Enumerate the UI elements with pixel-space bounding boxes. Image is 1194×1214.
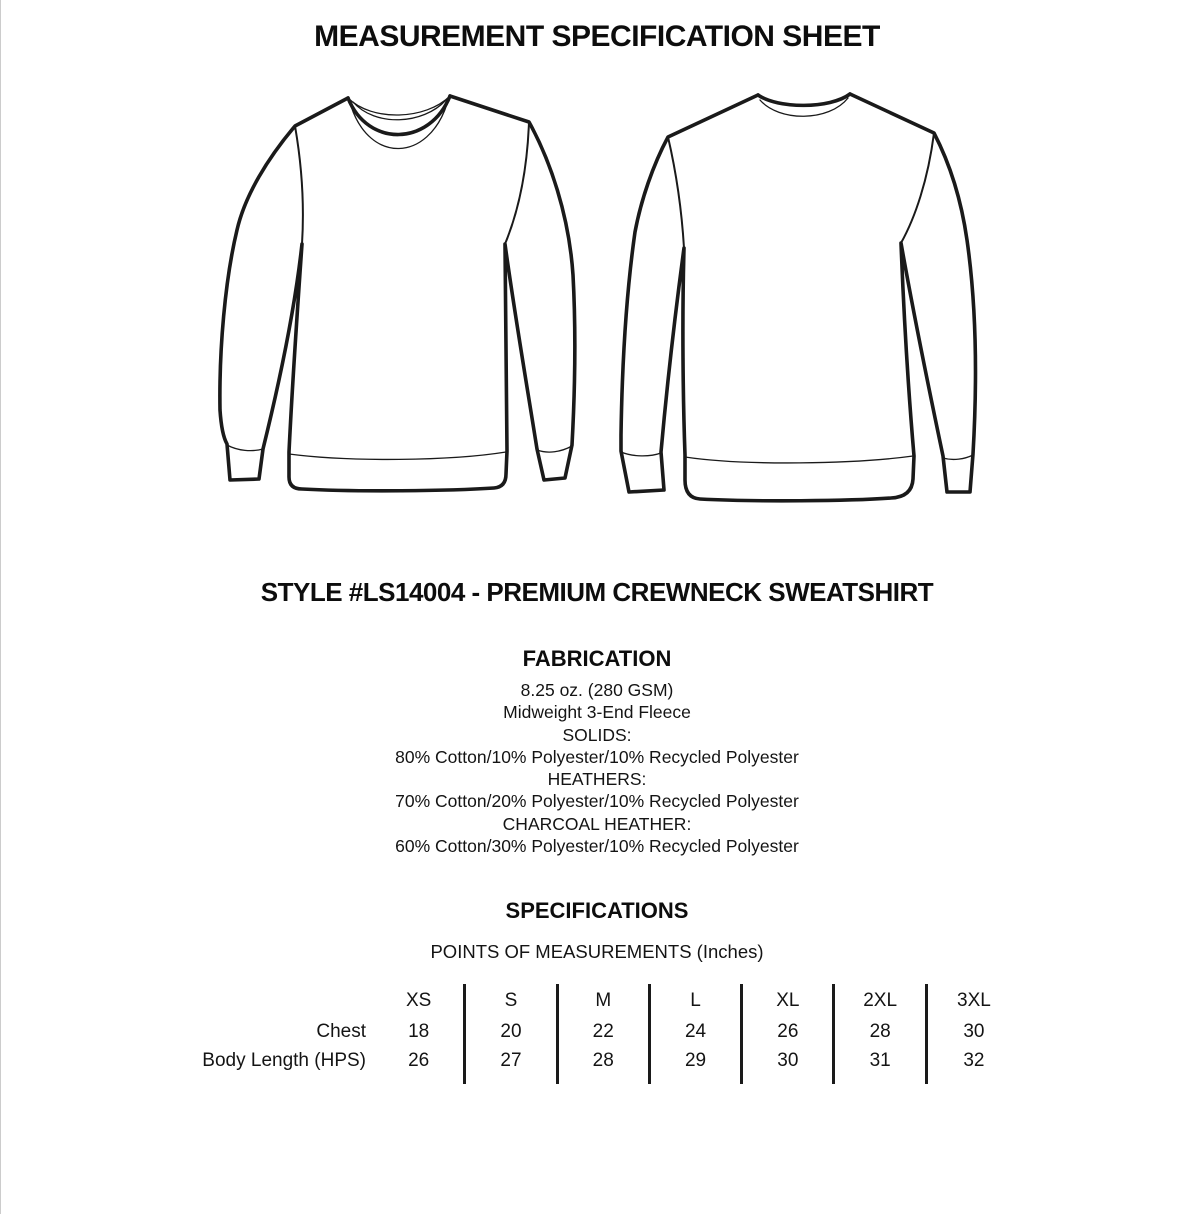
measurement-row-label: Chest	[316, 1020, 366, 1042]
size-table-spacer	[466, 1075, 558, 1084]
measurement-cell: 18	[374, 1017, 466, 1046]
size-table	[200, 984, 1020, 1084]
size-table-spacer	[651, 1075, 743, 1084]
measurement-cell: 24	[651, 1017, 743, 1046]
back-view-sketch	[615, 80, 980, 505]
measurement-cell: 30	[963, 1020, 985, 1042]
points-of-measurements-subheading: POINTS OF MEASUREMENTS (Inches)	[430, 941, 764, 962]
measurement-cell: 31	[835, 1046, 927, 1075]
page-title: MEASUREMENT SPECIFICATION SHEET	[314, 20, 880, 53]
size-table-spacer	[374, 1075, 466, 1084]
measurement-row-label: Body Length (HPS)	[202, 1049, 366, 1071]
measurement-cell: 30	[743, 1046, 835, 1075]
fabrication-heading: FABRICATION	[522, 646, 672, 671]
fabrication-line: 60% Cotton/30% Polyester/10% Recycled Polyester	[395, 836, 799, 857]
size-table-spacer	[743, 1075, 835, 1084]
size-table-spacer	[835, 1075, 927, 1084]
fabrication-line: CHARCOAL HEATHER:	[502, 813, 692, 834]
size-column-header: S	[466, 984, 558, 1017]
fabrication-line: SOLIDS:	[562, 724, 632, 745]
size-column-header: XS	[374, 984, 466, 1017]
size-table-spacer	[200, 1075, 374, 1084]
measurement-cell: 32	[963, 1049, 985, 1071]
size-column-header: M	[559, 984, 651, 1017]
measurement-cell: 29	[651, 1046, 743, 1075]
size-column-header: L	[651, 984, 743, 1017]
back-silhouette	[621, 94, 975, 501]
measurement-cell: 28	[559, 1046, 651, 1075]
measurement-cell: 26	[374, 1046, 466, 1075]
size-column-header: 3XL	[957, 989, 991, 1011]
size-table-corner-cell	[200, 984, 374, 1017]
front-silhouette	[220, 96, 575, 491]
size-column-header: XL	[743, 984, 835, 1017]
front-view-sketch	[200, 80, 590, 500]
fabrication-line: HEATHERS:	[547, 769, 647, 790]
measurement-cell: 20	[466, 1017, 558, 1046]
style-heading: STYLE #LS14004 - PREMIUM CREWNECK SWEATSHIRT	[260, 577, 934, 607]
fabrication-line: 80% Cotton/10% Polyester/10% Recycled Polyester	[395, 746, 799, 767]
fabrication-line: Midweight 3-End Fleece	[503, 702, 691, 723]
measurement-cell: 27	[466, 1046, 558, 1075]
measurement-cell: 22	[559, 1017, 651, 1046]
measurement-cell: 28	[835, 1017, 927, 1046]
size-column-header: 2XL	[835, 984, 927, 1017]
size-table-spacer	[559, 1075, 651, 1084]
specifications-heading: SPECIFICATIONS	[505, 898, 689, 923]
measurement-cell: 26	[743, 1017, 835, 1046]
fabrication-details	[0, 679, 1194, 857]
size-table-spacer	[928, 1075, 1020, 1084]
fabrication-line: 8.25 oz. (280 GSM)	[520, 680, 674, 700]
fabrication-line: 70% Cotton/20% Polyester/10% Recycled Polyester	[395, 791, 799, 812]
